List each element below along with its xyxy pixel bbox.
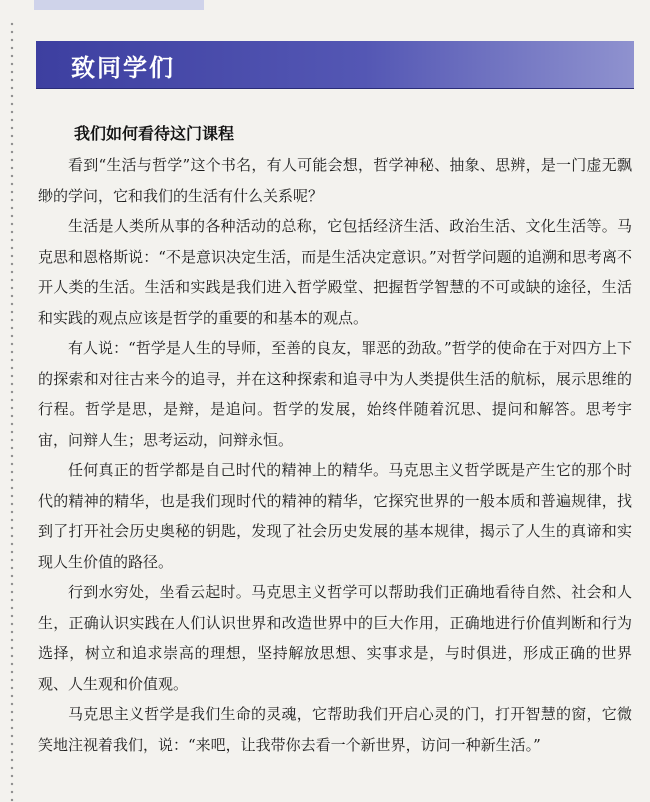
top-color-strip [34, 0, 204, 10]
paragraph-3: 有人说：“哲学是人生的导师，至善的良友，罪恶的劲敌。”哲学的使命在于对四方上下的探索和对往古来今的追寻，并在这种探索和追寻中为人类提供生活的航标，展示思维的行程。哲学是思，是辩，是追问。哲学的发展，始终伴随着沉思、提问和解答。思考宇宙，问辩人生；思考运动，问辩永恒。 [38, 339, 632, 449]
dotted-margin-line [10, 20, 14, 802]
main-content [38, 122, 632, 760]
title-banner [36, 41, 634, 89]
paragraph-2: 生活是人类所从事的各种活动的总称，它包括经济生活、政治生活、文化生活等。马克思和恩格斯说：“不是意识决定生活，而是生活决定意识。”对哲学问题的追溯和思考离不开人类的生活。生活和实践是我们进入哲学殿堂、把握哲学智慧的不可或缺的途径，生活和实践的观点应该是哲学的重要的和基本的观点。 [38, 217, 632, 327]
banner-title: 致同学们 [71, 54, 175, 82]
paragraph-1: 看到“生活与哲学”这个书名，有人可能会想，哲学神秘、抽象、思辨，是一门虚无飘缈的学问，它和我们的生活有什么关系呢？ [38, 156, 632, 205]
paragraph-5: 行到水穷处，坐看云起时。马克思主义哲学可以帮助我们正确地看待自然、社会和人生，正确认识实践在人们认识世界和改造世界中的巨大作用，正确地进行价值判断和行为选择，树立和追求崇高的理想，坚持解放思想、实事求是，与时俱进，形成正确的世界观、人生观和价值观。 [38, 583, 632, 693]
paragraph-6: 马克思主义哲学是我们生命的灵魂，它帮助我们开启心灵的门，打开智慧的窗，它微笑地注视着我们，说：“来吧，让我带你去看一个新世界，访问一种新生活。” [38, 705, 632, 754]
paragraph-4: 任何真正的哲学都是自己时代的精神上的精华。马克思主义哲学既是产生它的那个时代的精神的精华，也是我们现时代的精神的精华，它探究世界的一般本质和普遍规律，找到了打开社会历史奥秘的钥匙，发现了社会历史发展的基本规律，揭示了人生的真谛和实现人生价值的路径。 [38, 461, 632, 571]
section-heading: 我们如何看待这门课程 [74, 124, 235, 143]
